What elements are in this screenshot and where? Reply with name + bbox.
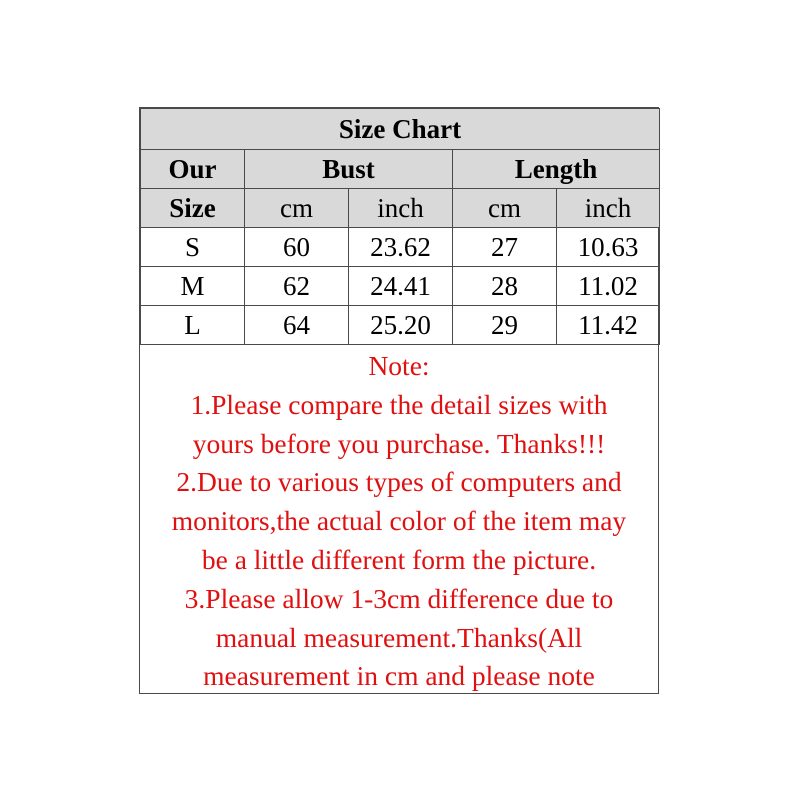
size-cell: L — [141, 306, 245, 345]
note-line: manual measurement.Thanks(All — [215, 621, 583, 653]
length-cm-cell: 27 — [453, 228, 557, 267]
bust-inch-cell: 25.20 — [349, 306, 453, 345]
bust-cm-cell: 60 — [245, 228, 349, 267]
bust-inch-cell: 23.62 — [349, 228, 453, 267]
note-line: monitors,the actual color of the item may — [171, 505, 627, 537]
size-cell: M — [141, 267, 245, 306]
unit-bust-cm: cm — [245, 189, 349, 228]
unit-length-inch: inch — [557, 189, 660, 228]
size-cell: S — [141, 228, 245, 267]
our-size-label-top: Our — [141, 150, 245, 189]
length-cm-cell: 29 — [453, 306, 557, 345]
note-line: measurement in cm and please note — [203, 660, 595, 692]
length-inch-cell: 11.42 — [557, 306, 660, 345]
size-table — [140, 108, 660, 345]
header-row-2 — [141, 189, 660, 228]
note-heading: Note: — [368, 350, 430, 381]
length-inch-cell: 10.63 — [557, 228, 660, 267]
bust-cm-cell: 62 — [245, 267, 349, 306]
length-inch-cell: 11.02 — [557, 267, 660, 306]
note-section — [138, 345, 660, 696]
length-header: Length — [453, 150, 660, 189]
title-row — [141, 109, 660, 150]
bust-header: Bust — [245, 150, 453, 189]
our-size-label-bottom: Size — [141, 189, 245, 228]
note-line: yours before you purchase. Thanks!!! — [192, 427, 606, 459]
unit-length-cm: cm — [453, 189, 557, 228]
table-row — [141, 228, 660, 267]
length-cm-cell: 28 — [453, 267, 557, 306]
bust-inch-cell: 24.41 — [349, 267, 453, 306]
chart-title: Size Chart — [141, 109, 660, 150]
note-line: 1.Please compare the detail sizes with — [190, 388, 608, 420]
size-chart — [139, 107, 659, 694]
table-row — [141, 267, 660, 306]
bust-cm-cell: 64 — [245, 306, 349, 345]
table-row — [141, 306, 660, 345]
note-line: 2.Due to various types of computers and — [176, 466, 622, 498]
note-line: be a little different form the picture. — [201, 543, 597, 575]
header-row-1 — [141, 150, 660, 189]
note-line: 3.Please allow 1-3cm difference due to — [184, 582, 614, 614]
unit-bust-inch: inch — [349, 189, 453, 228]
